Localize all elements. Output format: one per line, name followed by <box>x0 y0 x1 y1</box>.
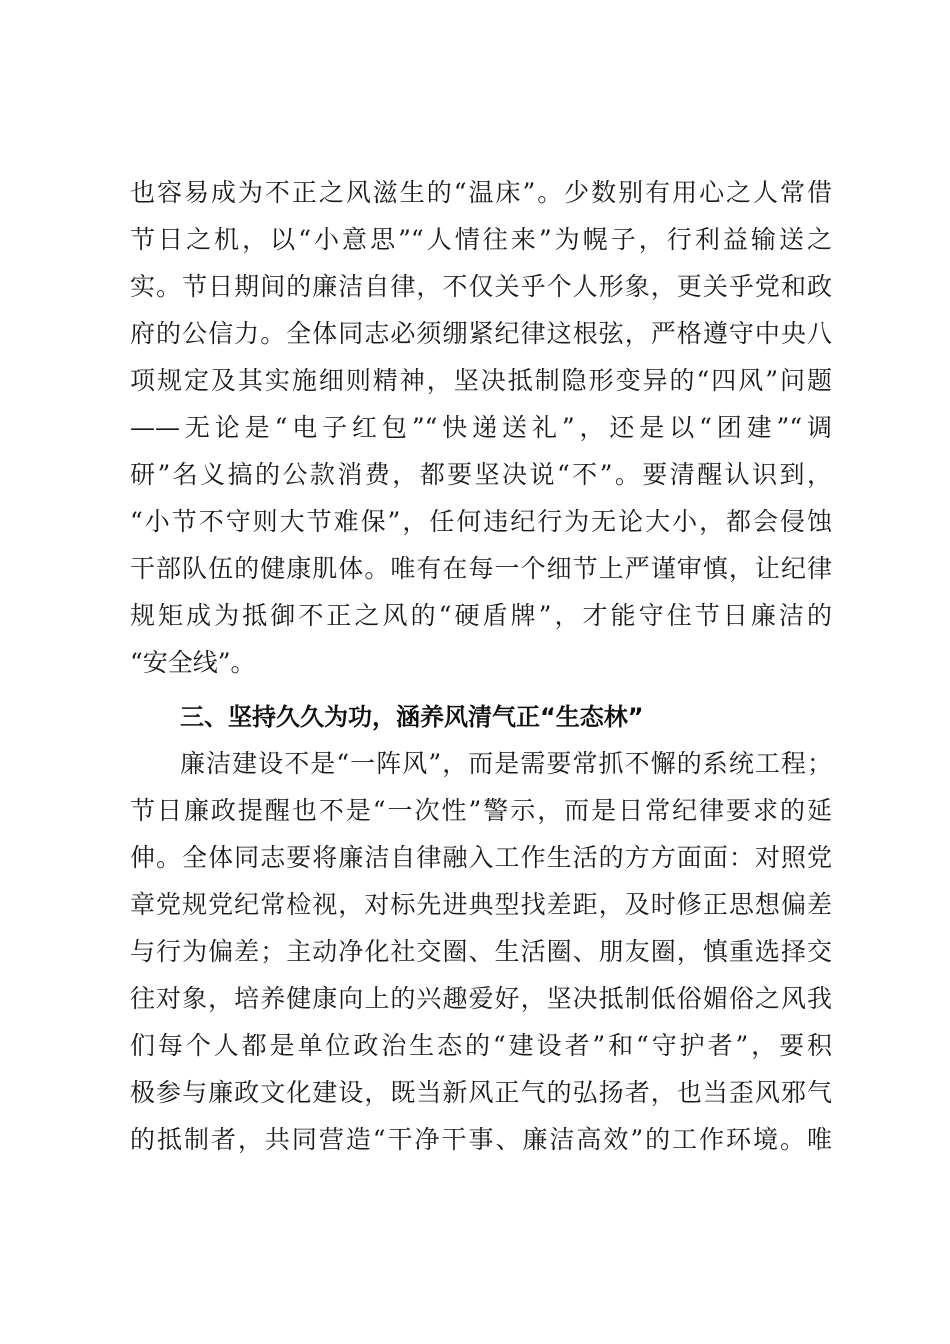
paragraph-line: 极参与廉政文化建设，既当新风正气的弘扬者，也当歪风邪气 <box>130 1078 832 1107</box>
paragraph-line: 往对象，培养健康向上的兴趣爱好，坚决抵制低俗媚俗之风我 <box>130 984 832 1013</box>
paragraph-line: ——无论是“电子红包”“快递送礼”，还是以“团建”“调 <box>130 413 832 442</box>
paragraph-line: 也容易成为不正之风滋生的“温床”。少数别有用心之人常借 <box>130 178 832 207</box>
paragraph-line: 廉洁建设不是“一阵风”，而是需要常抓不懈的系统工程； <box>180 749 832 778</box>
paragraph-line: 府的公信力。全体同志必须绷紧纪律这根弦，严格遵守中央八 <box>130 319 832 348</box>
paragraph-line: 干部队伍的健康肌体。唯有在每一个细节上严谨审慎，让纪律 <box>130 554 832 583</box>
paragraph-line: 的抵制者，共同营造“干净干事、廉洁高效”的工作环境。唯 <box>130 1125 832 1154</box>
paragraph-line: 研”名义搞的公款消费，都要坚决说“不”。要清醒认识到， <box>130 460 832 489</box>
paragraph-line: “小节不守则大节难保”，任何违纪行为无论大小，都会侵蚀 <box>130 507 832 536</box>
paragraph-line: 规矩成为抵御不正之风的“硬盾牌”，才能守住节日廉洁的 <box>130 601 832 630</box>
paragraph-line: 节日廉政提醒也不是“一次性”警示，而是日常纪律要求的延 <box>130 796 832 825</box>
paragraph-line: 项规定及其实施细则精神，坚决抵制隐形变异的“四风”问题 <box>130 366 832 395</box>
paragraph-line: “安全线”。 <box>130 648 256 677</box>
paragraph-line: 节日之机，以“小意思”“人情往来”为幌子，行利益输送之 <box>130 225 832 254</box>
paragraph-line: 们每个人都是单位政治生态的“建设者”和“守护者”，要积 <box>130 1031 832 1060</box>
section-heading: 三、坚持久久为功，涵养风清气正“生态林” <box>180 703 644 731</box>
paragraph-line: 实。节日期间的廉洁自律，不仅关乎个人形象，更关乎党和政 <box>130 272 832 301</box>
paragraph-line: 章党规党纪常检视，对标先进典型找差距，及时修正思想偏差 <box>130 890 832 919</box>
paragraph-line: 伸。全体同志要将廉洁自律融入工作生活的方方面面：对照党 <box>130 843 832 872</box>
paragraph-line: 与行为偏差；主动净化社交圈、生活圈、朋友圈，慎重选择交 <box>130 937 832 966</box>
